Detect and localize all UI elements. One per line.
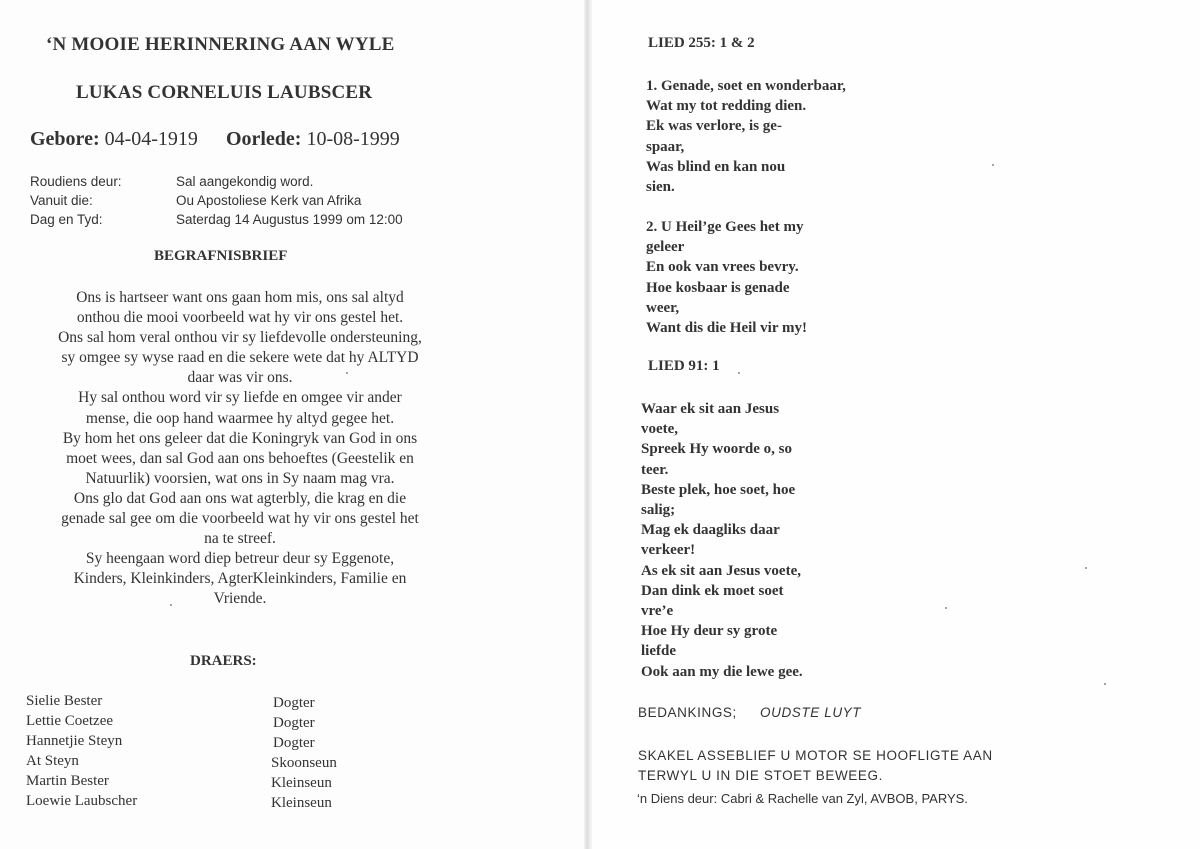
verse-line: liefde (641, 643, 676, 660)
page-fold (584, 0, 592, 849)
letter-line: Ons glo dat God aan ons wat agterbly, die krag en die (73, 489, 407, 507)
letter-line: sy omgee sy wyse raad en die sekere wete dat hy ALTYD (61, 349, 419, 367)
hymn-title: LIED 91: 1 (648, 358, 720, 374)
verse-line: 2. U Heil’ge Gees het my (646, 219, 804, 235)
bearer-name: At Steyn (26, 753, 79, 769)
thanks-name: OUDSTE LUYT (760, 705, 862, 720)
verse-line: Waar ek sit aan Jesus (641, 401, 780, 417)
died-value: 10-08-1999 (306, 128, 400, 150)
letter-line: Vriende. (213, 590, 267, 608)
verse-line: geleer (646, 239, 685, 256)
verse-line: Hoe kosbaar is genade (646, 279, 790, 296)
verse-line: Wat my tot redding dien. (646, 98, 807, 115)
scan-speck (170, 604, 172, 606)
hymn-title: LIED 255: 1 & 2 (648, 35, 755, 51)
verse-line: vre’e (641, 603, 674, 620)
verse-line: Was blind en kan nou (646, 158, 786, 175)
bearer-relation: Kleinseun (271, 795, 332, 811)
bearer-relation: Dogter (273, 695, 315, 711)
born-value: 04-04-1919 (104, 128, 198, 150)
letter-line: moet wees, dan sal God aan ons behoeftes (Geestelik en (66, 449, 414, 467)
scan-speck (738, 372, 740, 374)
letter-line: genade sal gee om die voorbeeld wat hy vir ons gestel het (61, 510, 419, 528)
verse-line: spaar, (646, 138, 685, 155)
verse-line: Hoe Hy deur sy grote (641, 623, 778, 640)
letter-line: Hy sal onthou word vir sy liefde en omgee vir ander (78, 389, 402, 407)
verse-line: salig; (641, 502, 676, 519)
bearer-relation: Kleinseun (271, 775, 332, 791)
service-value: Sal aangekondig word. (176, 174, 314, 189)
verse-line: Mag ek daagliks daar (641, 522, 780, 539)
verse-line: verkeer! (641, 542, 696, 559)
verse-line: weer, (646, 299, 680, 316)
service-value: Saterdag 14 Augustus 1999 om 12:00 (176, 212, 403, 227)
letter-line: Ons is hartseer want ons gaan hom mis, ons sal altyd (76, 289, 404, 306)
bearer-name: Lettie Coetzee (26, 713, 114, 729)
verse-line: As ek sit aan Jesus voete, (641, 562, 801, 579)
hymn-verse (646, 217, 807, 338)
born-label: Gebore: (30, 128, 100, 150)
scan-speck (346, 372, 348, 374)
funeral-letter (10, 288, 470, 610)
scan-speck (992, 164, 994, 166)
thanks-label: BEDANKINGS; (638, 705, 737, 720)
memorial-title: ‘N MOOIE HERINNERING AAN WYLE (46, 34, 395, 55)
verse-line: 1. Genade, soet en wonderbaar, (646, 78, 846, 94)
bearer-relation: Dogter (273, 735, 315, 751)
service-label: Dag en Tyd: (30, 212, 103, 227)
letter-line: onthou die mooi voorbeeld wat hy vir ons gestel het. (76, 309, 404, 327)
bearer-name: Hannetjie Steyn (26, 733, 123, 749)
deceased-name: LUKAS CORNELUIS LAUBSCER (76, 82, 373, 103)
bearer-relation: Dogter (273, 715, 315, 731)
letter-line: daar was vir ons. (187, 369, 293, 387)
letter-line: na te streef. (204, 530, 276, 548)
headlights-instruction: SKAKEL ASSEBLIEF U MOTOR SE HOOFLIGTE AAN (638, 748, 993, 763)
verse-line: voete, (641, 421, 679, 438)
verse-line: sien. (646, 179, 675, 196)
verse-line: teer. (641, 461, 669, 478)
letter-line: Ons sal hom veral onthou vir sy liefdevolle ondersteuning, (58, 329, 422, 347)
verse-line: En ook van vrees bevry. (646, 259, 799, 276)
verse-line: Spreek Hy woorde o, so (641, 441, 792, 458)
verse-line: Want dis die Heil vir my! (646, 320, 807, 337)
bearer-name: Sielie Bester (26, 693, 103, 709)
service-label: Vanuit die: (30, 193, 93, 208)
service-value: Ou Apostoliese Kerk van Afrika (176, 193, 362, 208)
verse-line: Ook aan my die lewe gee. (641, 663, 803, 680)
died-label: Oorlede: (225, 128, 302, 150)
hymn-verse (646, 76, 846, 197)
letter-line: By hom het ons geleer dat die Koningryk van God in ons (62, 429, 418, 447)
hymn-verse (641, 399, 803, 682)
scan-speck (945, 607, 947, 609)
verse-line: Beste plek, hoe soet, hoe (641, 481, 796, 498)
headlights-instruction: TERWYL U IN DIE STOET BEWEEG. (638, 768, 883, 783)
letter-line: mense, die oop hand waarmee hy altyd gegee het. (85, 409, 395, 427)
letter-line: Sy heengaan word diep betreur deur sy Eggenote, (85, 550, 395, 568)
life-dates (30, 128, 400, 151)
scan-speck (1104, 683, 1106, 685)
service-credit: ‘n Diens deur: Cabri & Rachelle van Zyl, AVBOB, PARYS. (637, 791, 968, 806)
service-label: Roudiens deur: (30, 174, 122, 189)
scan-speck (1085, 567, 1087, 569)
bearer-name: Martin Bester (26, 773, 109, 789)
bearer-relation: Skoonseun (271, 755, 337, 771)
letter-line: Kinders, Kleinkinders, AgterKleinkinders, Familie en (73, 570, 407, 588)
letter-line: Natuurlik) voorsien, wat ons in Sy naam mag vra. (85, 469, 395, 487)
letter-heading: BEGRAFNISBRIEF (154, 248, 288, 264)
bearers-heading: DRAERS: (190, 653, 257, 669)
verse-line: Dan dink ek moet soet (641, 582, 784, 599)
bearer-name: Loewie Laubscher (26, 793, 138, 809)
verse-line: Ek was verlore, is ge- (646, 118, 782, 135)
